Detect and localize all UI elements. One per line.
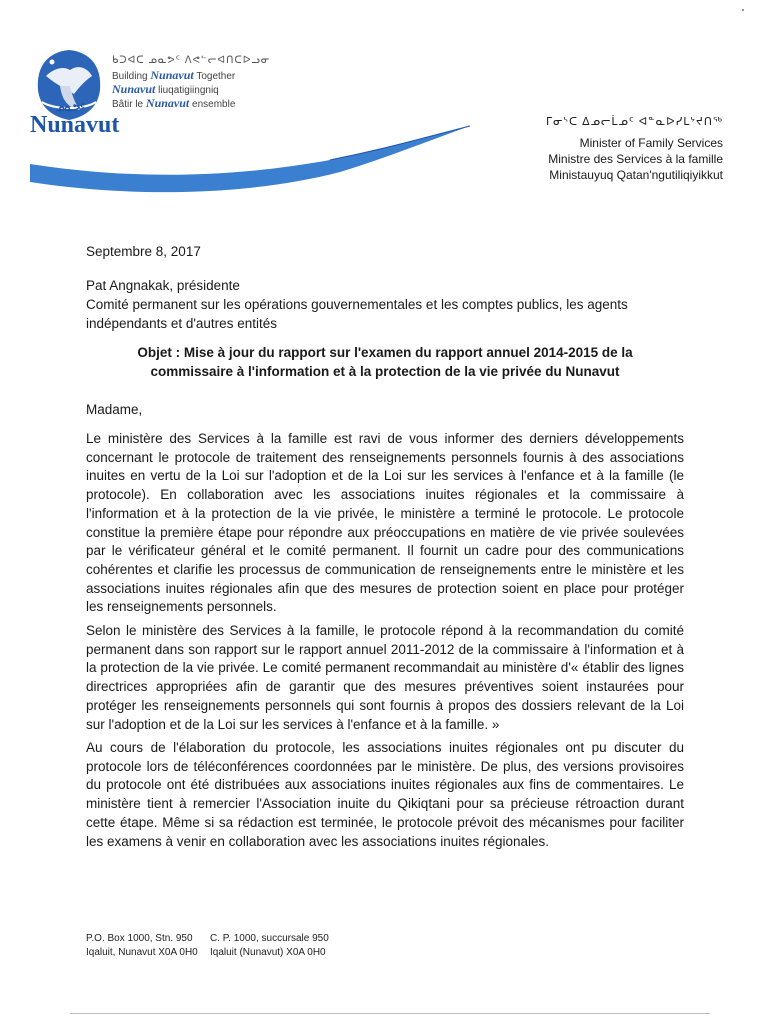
subject-line1: Objet : Mise à jour du rapport sur l'examen du rapport annuel 2014-2015 de la <box>137 345 633 360</box>
tagline-inuktitut <box>112 83 219 97</box>
letter-subject <box>86 343 684 381</box>
footer-address-english <box>86 932 198 960</box>
subject-line2: commissaire à l'information et à la protection de la vie privée du Nunavut <box>150 364 620 379</box>
tagline-iu-nunavut: Nunavut <box>112 82 156 96</box>
tagline-en-pre: Building <box>112 71 151 82</box>
footer-en-line1: P.O. Box 1000, Stn. 950 <box>86 933 193 944</box>
footer-fr-line2: Iqaluit (Nunavut) X0A 0H0 <box>210 947 326 958</box>
footer-address-french <box>210 932 329 960</box>
tagline-en-post: Together <box>193 71 236 82</box>
bottom-rule <box>70 1013 710 1014</box>
footer-fr-line1: C. P. 1000, succursale 950 <box>210 933 329 944</box>
tagline-syllabics: ᑲᑐᐊᑕ ᓄᓇᕗᑦ ᐱᕙᓪᓕᐊᑎᑕᐅᓗᓂ <box>112 55 271 66</box>
minister-title-inuinnaqtun: Ministauyuq Qatan'ngutiliqiyikkut <box>549 168 723 182</box>
tagline-fr-nunavut: Nunavut <box>145 96 190 110</box>
minister-title-french: Ministre des Services à la famille <box>548 152 723 166</box>
minister-title-english: Minister of Family Services <box>579 136 723 150</box>
tagline-fr-post: ensemble <box>189 99 236 110</box>
tagline-fr-pre: Bâtir le <box>112 99 146 110</box>
body-paragraph-3: Au cours de l'élaboration du protocole, les associations inuites régionales ont pu discuter du protocole lors de téléconférences coordonnées par le ministère. De plus, des versions provisoires du protocole ont été distribuées aux associations inuites régionales aux fins de commentaires. Le ministère tient à remercier l'Association inuite du Qikiqtani pour sa précieuse rétroaction durant cette étape. Même si sa rédaction est terminée, le protocole prévoit des mécanismes pour faciliter les examens à venir en collaboration avec les associations inuites régionales. <box>86 740 684 849</box>
footer-en-line2: Iqaluit, Nunavut X0A 0H0 <box>86 947 198 958</box>
tagline-french <box>112 97 235 111</box>
salutation: Madame, <box>86 402 143 417</box>
recipient-org-line2: indépendants et d'autres entités <box>86 316 277 331</box>
scan-speck <box>742 9 744 11</box>
recipient-org-line1: Comité permanent sur les opérations gouvernementales et les comptes publics, les agents <box>86 297 628 312</box>
tagline-en-nunavut: Nunavut <box>150 68 194 82</box>
tagline-english <box>112 69 235 83</box>
tagline-iu-post: liuqatigiingniq <box>155 85 219 96</box>
recipient-name: Pat Angnakak, présidente <box>86 278 240 293</box>
letter-date: Septembre 8, 2017 <box>86 244 201 259</box>
body-paragraph-1: Le ministère des Services à la famille est ravi de vous informer des derniers développements concernant le protocole de traitement des renseignements personnels fournis à des associations inuites en vertu de la Loi sur l'adoption et de la Loi sur les services à l'enfance et à la famille (le protocole). En collaboration avec les associations inuites régionales et la commissaire à l'information et à la protection de la vie privée, le ministère a terminé le protocole. Le protocole constitue la première étape pour répondre aux préoccupations en matière de vie privée soulevées par le vérificateur général et le comité permanent. Il fournit un cadre pour des communications cohérentes et clarifie les processus de communication de renseignements entre le ministère et les associations inuites régionales afin que des mesures de protection soient en place pour protéger les renseignements personnels. <box>86 431 684 615</box>
minister-title-syllabics: ᒥᓂᔅᑕ ᐃᓄᓕᒫᓄᑦ ᐊᓐᓇᐅᓯᒪᔾᔪᑎᖅ <box>545 116 723 128</box>
logo-wordmark: Nunavut <box>30 112 120 138</box>
logo-syllabics: ᓄᓇᕗᑦ <box>56 103 85 114</box>
body-paragraph-2: Selon le ministère des Services à la famille, le protocole répond à la recommandation du comité permanent dans son rapport sur le rapport annuel 2011-2012 de la commissaire à l'information et à la protection de la vie privée. Le comité permanent recommandait au ministère d'« établir des lignes directrices appropriées afin de garantir que des mesures préventives soient instaurées pour protéger les renseignements personnels qui sont fournis à propos des dossiers relevant de la Loi sur l'adoption et de la Loi sur les services à l'enfance et à la famille. » <box>86 623 684 732</box>
